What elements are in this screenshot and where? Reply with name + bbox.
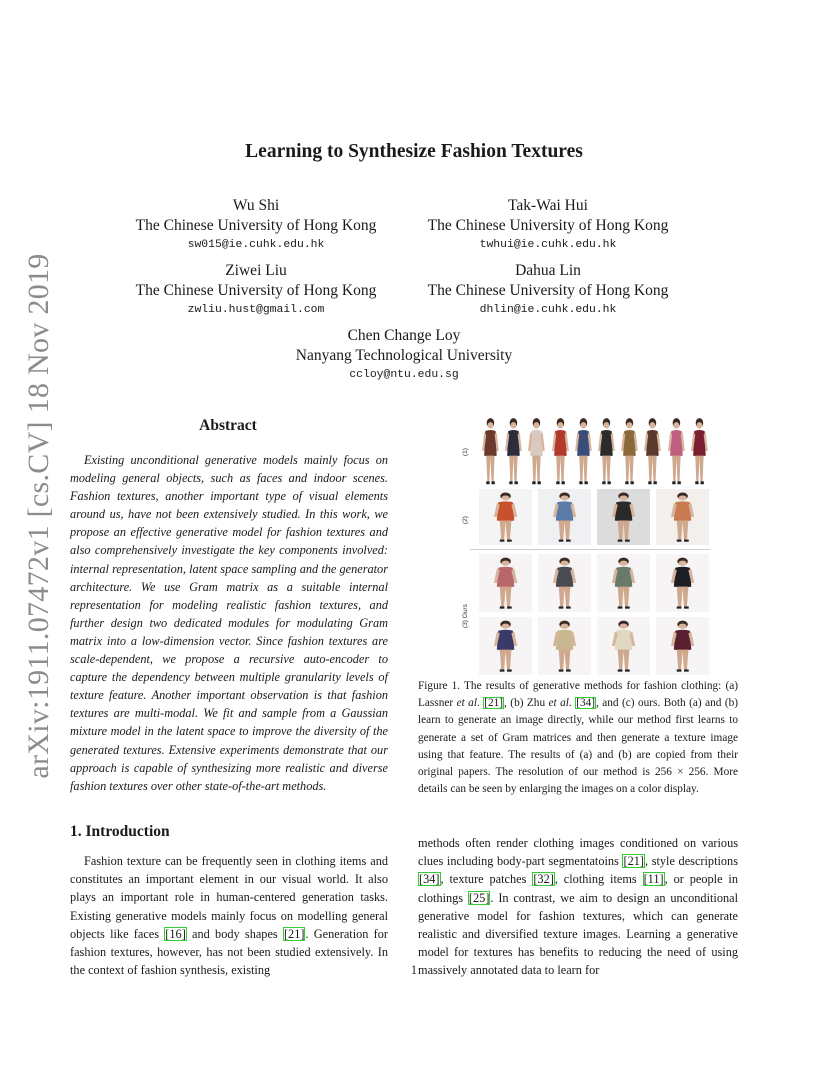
model-figure	[550, 491, 579, 543]
figure-thumbnail	[597, 554, 650, 612]
author-block-4	[398, 261, 698, 319]
model-figure	[668, 619, 697, 673]
author-name: Wu Shi	[232, 197, 280, 214]
author-block-3	[106, 261, 406, 319]
figure-thumbnail	[479, 554, 532, 612]
figure-caption	[418, 678, 738, 798]
page-number: 1	[410, 963, 418, 977]
body-text: and body shapes	[186, 926, 283, 941]
caption-et-al: et al	[548, 697, 569, 710]
model-figure	[609, 491, 638, 543]
figure-thumbnail	[479, 617, 532, 675]
author-email: zwliu.hust@gmail.com	[187, 304, 325, 316]
body-text: Fashion texture can be frequently seen in clothing items and constitutes an important element in our visual world. It also plays an important role in human-centered generation tasks. Existing generative models mainly focus on modelling general objects like faces	[70, 854, 388, 941]
body-text: . Generation for fashion textures, however, has not been studied extensively. In the context of fashion synthesis, existing	[70, 926, 388, 978]
author-name: Ziwei Liu	[225, 262, 287, 279]
figure-thumbnail	[538, 489, 591, 545]
figure-thumbnail	[479, 489, 532, 545]
figure-divider	[470, 549, 710, 550]
body-text: methods often render clothing images conditioned on various clues including body-part segmentatoins	[418, 836, 738, 869]
model-figure	[609, 619, 638, 673]
model-figure	[550, 556, 579, 610]
figure-row-label: (1)	[462, 448, 469, 456]
citation-link[interactable]: [34]	[576, 697, 596, 710]
author-name: Chen Change Loy	[347, 327, 461, 344]
body-text: , style descriptions	[644, 854, 738, 869]
author-affiliation: The Chinese University of Hong Kong	[135, 282, 377, 299]
author-affiliation: Nanyang Technological University	[295, 347, 513, 364]
body-text: , texture patches	[440, 872, 533, 887]
author-email: sw015@ie.cuhk.edu.hk	[187, 239, 325, 251]
body-text: , or people in clothings	[418, 872, 738, 905]
model-figure	[550, 619, 579, 673]
figure-thumbnail	[538, 617, 591, 675]
intro-heading: 1. Introduction	[70, 823, 170, 840]
model-figure	[668, 491, 697, 543]
model-figure	[666, 416, 687, 486]
model-figure	[609, 556, 638, 610]
model-figure	[503, 416, 524, 486]
caption-text: .	[568, 697, 576, 710]
caption-et-al: et al	[456, 697, 477, 710]
model-figure	[491, 619, 520, 673]
model-figure	[526, 416, 547, 486]
arxiv-stamp	[8, 253, 70, 779]
author-affiliation: The Chinese University of Hong Kong	[427, 217, 669, 234]
model-figure	[491, 491, 520, 543]
caption-text: , and (c) ours. Both (a) and (b) learn to generate an image directly, while our method first learns to generate a set of Gram matrices and then generate a texture image using that feature. The results of (a) and (b) are copied from their original papers. The resolution of our method is 256 × 256. More details can be seen by enlarging the images on a color display.	[418, 697, 738, 796]
citation-link[interactable]: [11]	[643, 872, 664, 887]
figure-thumbnail	[656, 489, 709, 545]
citation-link[interactable]: [21]	[484, 697, 504, 710]
author-name: Dahua Lin	[515, 262, 581, 279]
citation-link[interactable]: [25]	[468, 890, 490, 905]
model-figure	[642, 416, 663, 486]
body-text: , clothing items	[554, 872, 643, 887]
author-name: Tak-Wai Hui	[508, 197, 588, 214]
abstract-heading: Abstract	[199, 417, 257, 434]
author-email: twhui@ie.cuhk.edu.hk	[479, 239, 617, 251]
figure-thumbnail	[597, 617, 650, 675]
abstract-text: Existing unconditional generative models mainly focus on modeling general objects, such as faces and indoor scenes. Fashion textures, another important type of visual elements around us, have not been extensively studied. In this work, we propose an effective generative model for fashion textures and also comprehensively investigate the key components involved: internal representation, latent space sampling and the generator architecture. We use Gram matrix as a suitable internal representation for modeling realistic fashion textures, and further design two dedicated modules for modulating Gram matrix into a low-dimension vector. Since fashion textures are scale-dependent, we propose a recursive auto-encoder to capture the dependency between multiple granularity levels of texture feature. Another important observation is that fashion textures are multi-modal. We fit and sample from a Gaussian mixture model in the latent space to improve the diversity of the generated textures. Extensive experiments demonstrate that our approach is capable of synthesizing more realistic and diverse fashion textures over other state-of-the-art methods.	[70, 453, 388, 793]
arxiv-stamp-text: arXiv:1911.07472v1 [cs.CV] 18 Nov 2019	[22, 253, 55, 779]
figure-thumbnail	[597, 489, 650, 545]
author-affiliation: The Chinese University of Hong Kong	[135, 217, 377, 234]
model-figure	[491, 556, 520, 610]
citation-link[interactable]: [32]	[533, 872, 554, 887]
figure-row-label: (3) Ours	[462, 604, 469, 628]
intro-paragraph-left	[70, 852, 388, 979]
figure-thumbnail	[656, 554, 709, 612]
paper-title: Learning to Synthesize Fashion Textures	[245, 141, 583, 162]
caption-text: Figure 1. The results of generative methods for fashion clothing: (a) Lassner	[418, 680, 738, 710]
model-figure	[619, 416, 640, 486]
author-email: ccloy@ntu.edu.sg	[349, 369, 459, 381]
intro-paragraph-right	[418, 834, 738, 980]
figure-row-label: (2)	[462, 516, 469, 524]
citation-link[interactable]: [34]	[419, 872, 440, 887]
model-figure	[480, 416, 501, 486]
author-block-1	[106, 196, 406, 254]
model-figure	[550, 416, 571, 486]
citation-link[interactable]: [21]	[283, 926, 305, 941]
author-block-2	[398, 196, 698, 254]
author-block-5	[254, 326, 554, 384]
figure-1	[456, 412, 710, 676]
model-figure	[596, 416, 617, 486]
author-email: dhlin@ie.cuhk.edu.hk	[479, 304, 617, 316]
figure-thumbnail	[656, 617, 709, 675]
figure-thumbnail	[538, 554, 591, 612]
citation-link[interactable]: [16]	[165, 926, 186, 941]
model-figure	[573, 416, 594, 486]
body-text: . In contrast, we aim to design an unconditional generative model for fashion textures, which can generate realistic and diversified texture images. Learning a generative model for textures has benefits to reducing the need of using massively annotated data to learn for	[418, 890, 738, 978]
caption-text: , (b) Zhu	[504, 697, 549, 710]
model-figure	[689, 416, 710, 486]
author-affiliation: The Chinese University of Hong Kong	[427, 282, 669, 299]
caption-text: .	[476, 697, 484, 710]
citation-link[interactable]: [21]	[623, 854, 644, 869]
model-figure	[668, 556, 697, 610]
